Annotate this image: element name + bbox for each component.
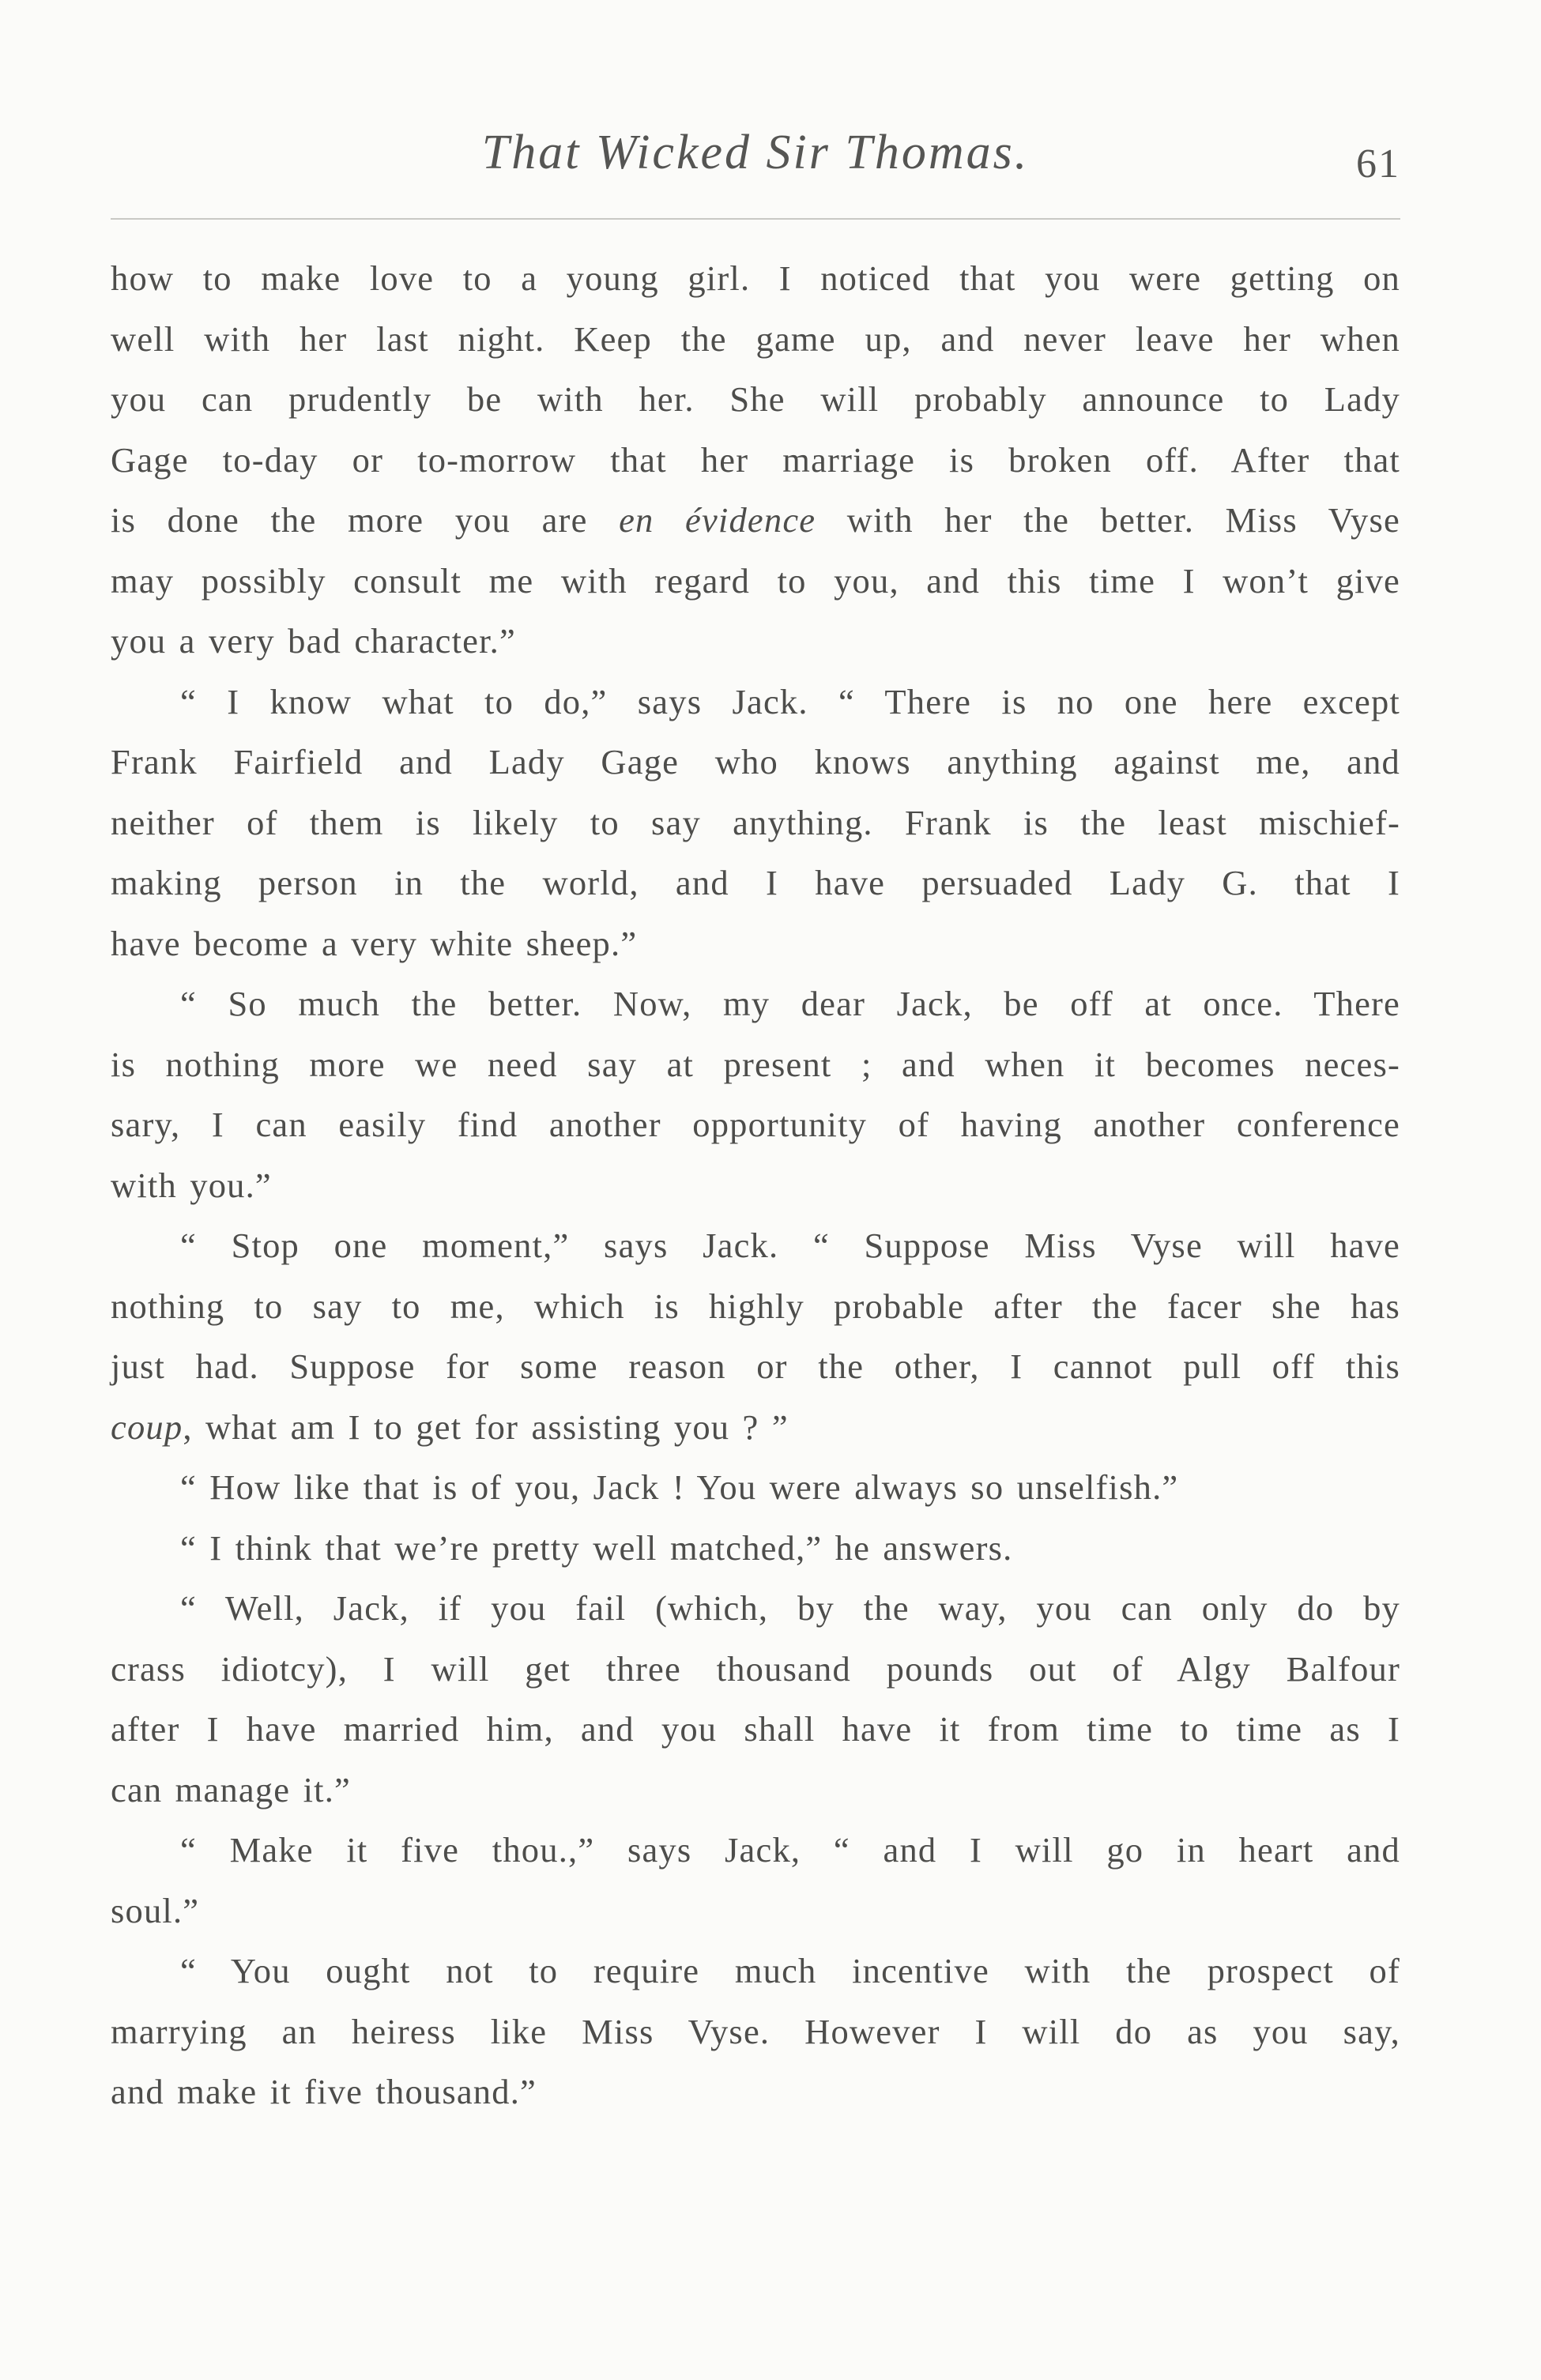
text-line: “ Make it five thou.,” says Jack, “ and I will go in heart and [180, 1830, 1400, 1870]
text-line: Frank Fairfield and Lady Gage who knows anything against me, and [111, 742, 1400, 781]
text-line: marrying an heiress like Miss Vyse. However I will do as you say, [111, 2011, 1400, 2051]
page-number: 61 [1356, 141, 1400, 186]
paragraph [111, 1215, 1400, 1457]
paragraph [111, 1820, 1400, 1941]
text-line: nothing to say to me, which is highly probable after the facer she has [111, 1286, 1400, 1326]
text-line: with you.” [111, 1165, 272, 1205]
paragraph [111, 672, 1400, 974]
paragraph [111, 1941, 1400, 2122]
text-line: “ Well, Jack, if you fail (which, by the way, you can only do by [180, 1588, 1400, 1628]
text-line: well with her last night. Keep the game up, and never leave her when [111, 318, 1400, 359]
text-line: crass idiotcy), I will get three thousand pounds out of Algy Balfour [111, 1648, 1400, 1689]
text-line: you can prudently be with her. She will probably announce to Lady [111, 379, 1400, 419]
text-line: “ I think that we’re pretty well matched,” he answers. [180, 1527, 1013, 1568]
italic-phrase: en évidence [619, 500, 816, 540]
text-line: is done the more you are en évidence with her the better. Miss Vyse [111, 500, 1400, 540]
text-line: “ I know what to do,” says Jack. “ There is no one here except [180, 681, 1400, 721]
text-line: making person in the world, and I have persuaded Lady G. that I [111, 863, 1400, 902]
body-text [111, 248, 1400, 2122]
text-line: after I have married him, and you shall have it from time to time as I [111, 1709, 1400, 1749]
text-line: how to make love to a young girl. I noticed that you were getting on [111, 258, 1400, 298]
header-rule [111, 218, 1400, 220]
text-line: coup, what am I to get for assisting you ? ” [111, 1407, 789, 1447]
text-line: “ Stop one moment,” says Jack. “ Suppose Miss Vyse will have [180, 1226, 1400, 1265]
italic-phrase: coup [111, 1407, 183, 1447]
text-line: Gage to-day or to-morrow that her marriage is broken off. After that [111, 439, 1400, 480]
text-line: and make it five thousand.” [111, 2072, 537, 2111]
text-line: may possibly consult me with regard to you, and this time I won’t give [111, 560, 1400, 601]
text-line: neither of them is likely to say anything. Frank is the least mischief- [111, 802, 1400, 842]
text-line: have become a very white sheep.” [111, 923, 638, 963]
text-line: is nothing more we need say at present ; and when it becomes neces- [111, 1044, 1400, 1084]
text-line: can manage it.” [111, 1769, 351, 1809]
text-line: “ So much the better. Now, my dear Jack, be off at once. There [180, 984, 1400, 1023]
text-line: soul.” [111, 1890, 200, 1930]
paragraph [111, 1518, 1400, 1579]
text-line: sary, I can easily find another opportunity of having another conference [111, 1105, 1400, 1144]
paragraph [111, 1578, 1400, 1820]
text-line: you a very bad character.” [111, 621, 516, 661]
text-line: “ How like that is of you, Jack ! You were always so unselfish.” [180, 1467, 1179, 1507]
paragraph [111, 1457, 1400, 1518]
text-line: just had. Suppose for some reason or the other, I cannot pull off this [111, 1346, 1400, 1386]
running-title: That Wicked Sir Thomas. [481, 126, 1030, 179]
paragraph [111, 973, 1400, 1215]
text-line: “ You ought not to require much incentive with the prospect of [180, 1951, 1400, 1990]
paragraph [111, 248, 1400, 672]
running-header [111, 111, 1400, 198]
